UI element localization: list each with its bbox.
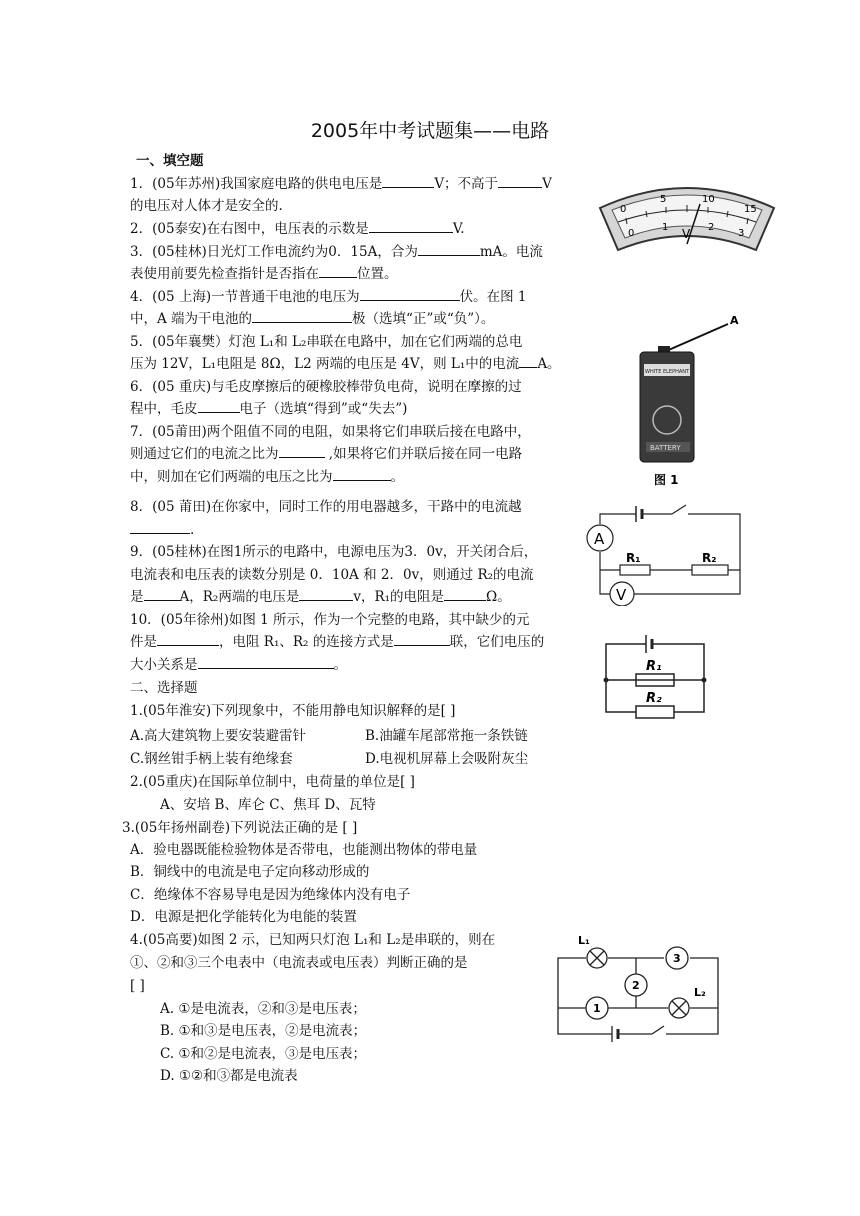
question-9-line-3: 是 A，R₂两端的电压是 v，R₁的电阻是 Ω。 (130, 589, 511, 605)
battery-terminal-a: A (730, 314, 739, 327)
circuit-figure-parallel (602, 632, 708, 722)
meter-unit: V (682, 227, 691, 241)
question-7-line-2: 则通过它们的电流之比为 ,如果将它们并联后接在同一电路 (130, 446, 523, 462)
meter-2-label: 2 (632, 979, 640, 992)
question-7-line-1: 7．(05莆田)两个阻值不同的电阻，如果将它们串联后接在电路中， (130, 424, 531, 440)
question-8-line-1: 8．(05 莆田)在你家中，同时工作的用电器越多，干路中的电流越 (130, 499, 522, 515)
choice-3-stem: 3.(05年扬州副卷)下列说法正确的是 [ ] (122, 820, 358, 836)
voltmeter-symbol: V (616, 586, 627, 604)
meter-scale-bottom-1: 1 (662, 222, 669, 233)
question-3-line-2: 表使用前要先检查指针是否指在 位置。 (130, 266, 398, 282)
question-3-line-1: 3．(05桂林)日光灯工作电流约为0．15A，合为 mA。电流 (130, 244, 543, 260)
question-5-line-2: 压为 12V，L₁电阻是 8Ω，L2 两端的电压是 4V，则 L₁中的电流 A。 (130, 356, 561, 372)
battery-brand: WHITE ELEPHANT (645, 369, 690, 375)
battery-figure (630, 308, 748, 488)
choice-2-options: A、安培 B、库仑 C、焦耳 D、瓦特 (160, 797, 376, 813)
resistor-r2-label: R₂ (702, 551, 717, 565)
page-title: 2005年中考试题集——电路 (310, 120, 550, 142)
choice-3-option-b: B．铜线中的电流是电子定向移动形成的 (130, 864, 370, 880)
question-10-line-2: 件是 ，电阻 R₁、R₂ 的连接方式是 联，它们电压的 (130, 634, 545, 650)
choice-1-option-a: A.高大建筑物上要安装避雷针 (130, 728, 307, 744)
section-heading-fill: 一、填空题 (136, 153, 204, 169)
question-5-line-1: 5．(05年襄樊）灯泡 L₁和 L₂串联在电路中，加在它们两端的总电 (130, 334, 523, 350)
question-10-line-3: 大小关系是 。 (130, 657, 347, 673)
battery-bottom-label: BATTERY (650, 444, 681, 452)
meter-scale-top-5: 5 (660, 194, 667, 205)
lamp-l2-label: L₂ (694, 986, 706, 999)
choice-4-stem-line-1: 4.(05高要)如图 2 示，已知两只灯泡 L₁和 L₂是串联的，则在 (130, 932, 496, 948)
question-2: 2．(05泰安)在右图中，电压表的示数是 V. (130, 221, 465, 237)
question-6-line-1: 6．(05 重庆)与毛皮摩擦后的硬橡胶棒带负电荷，说明在摩擦的过 (130, 379, 522, 395)
question-4-line-1: 4．(05 上海)一节普通干电池的电压为 伏。在图 1 (130, 289, 527, 305)
choice-4-option-d: D. ①②和③都是电流表 (160, 1068, 298, 1084)
meter-scale-top-10: 10 (702, 194, 715, 205)
choice-1-option-d: D.电视机屏幕上会吸附灰尘 (365, 751, 529, 767)
meter-scale-bottom-3: 3 (738, 228, 745, 239)
question-6-line-2: 程中，毛皮 电子（选填“得到”或“失去”) (130, 401, 408, 417)
question-1-line-2: 的电压对人体才是安全的. (130, 198, 283, 214)
choice-3-option-d: D．电源是把化学能转化为电能的装置 (130, 909, 357, 925)
parallel-r2-label: R₂ (646, 691, 662, 706)
meter-scale-bottom-2: 2 (708, 222, 715, 233)
ammeter-symbol: A (594, 530, 605, 548)
circuit-figure-2 (552, 932, 726, 1044)
question-9-line-1: 9．(05桂林)在图1所示的电路中，电源电压为3．0v，开关闭合后， (130, 544, 538, 560)
choice-3-option-c: C．绝缘体不容易导电是因为绝缘体内没有电子 (130, 887, 411, 903)
choice-2-stem: 2.(05重庆)在国际单位制中，电荷量的单位是[ ] (130, 774, 415, 790)
meter-scale-top-15: 15 (744, 204, 757, 215)
choice-1-option-c: C.钢丝钳手柄上装有绝缘套 (130, 751, 293, 767)
question-10-line-1: 10．(05年徐州)如图 1 所示，作为一个完整的电路，其中缺少的元 (130, 612, 530, 628)
meter-scale-bottom-0: 0 (628, 228, 635, 239)
question-9-line-2: 电流表和电压表的读数分别是 0．10A 和 2．0v，则通过 R₂的电流 (130, 567, 534, 583)
choice-4-option-b: B. ①和③是电压表，②是电流表； (160, 1023, 367, 1039)
question-4-line-2: 中，A 端为干电池的 极（选填“正”或“负”）。 (130, 311, 495, 327)
choice-4-option-a: A. ①是电流表，②和③是电压表； (160, 1001, 366, 1017)
meter-scale-top-0: 0 (620, 204, 627, 215)
choice-1-stem: 1.(05年淮安)下列现象中，不能用静电知识解释的是[ ] (130, 703, 456, 719)
choice-1-option-b: B.油罐车尾部常拖一条铁链 (365, 728, 528, 744)
figure-1-caption: 图 1 (654, 473, 679, 487)
circuit-figure-meters (584, 498, 744, 606)
parallel-r1-label: R₁ (646, 659, 662, 674)
section-heading-choice: 二、选择题 (130, 680, 198, 696)
question-1-line-1: 1．(05年苏州)我国家庭电路的供电电压是 V；不高于 V (130, 176, 552, 192)
question-7-line-3: 中，则加在它们两端的电压之比为 。 (130, 469, 404, 485)
choice-3-option-a: A．验电器既能检验物体是否带电，也能测出物体的带电量 (130, 842, 478, 858)
voltmeter-dial-figure (596, 178, 778, 254)
choice-4-bracket: [ ] (130, 978, 145, 994)
question-8-line-2: . (130, 521, 194, 539)
lamp-l1-label: L₁ (578, 934, 590, 947)
resistor-r1-label: R₁ (626, 551, 641, 565)
choice-4-stem-line-2: ①、②和③三个电表中（电流表或电压表）判断正确的是 (130, 955, 468, 971)
meter-3-label: 3 (673, 952, 681, 965)
choice-4-option-c: C. ①和②是电流表，③是电压表； (160, 1046, 367, 1062)
meter-1-label: 1 (593, 1002, 601, 1015)
